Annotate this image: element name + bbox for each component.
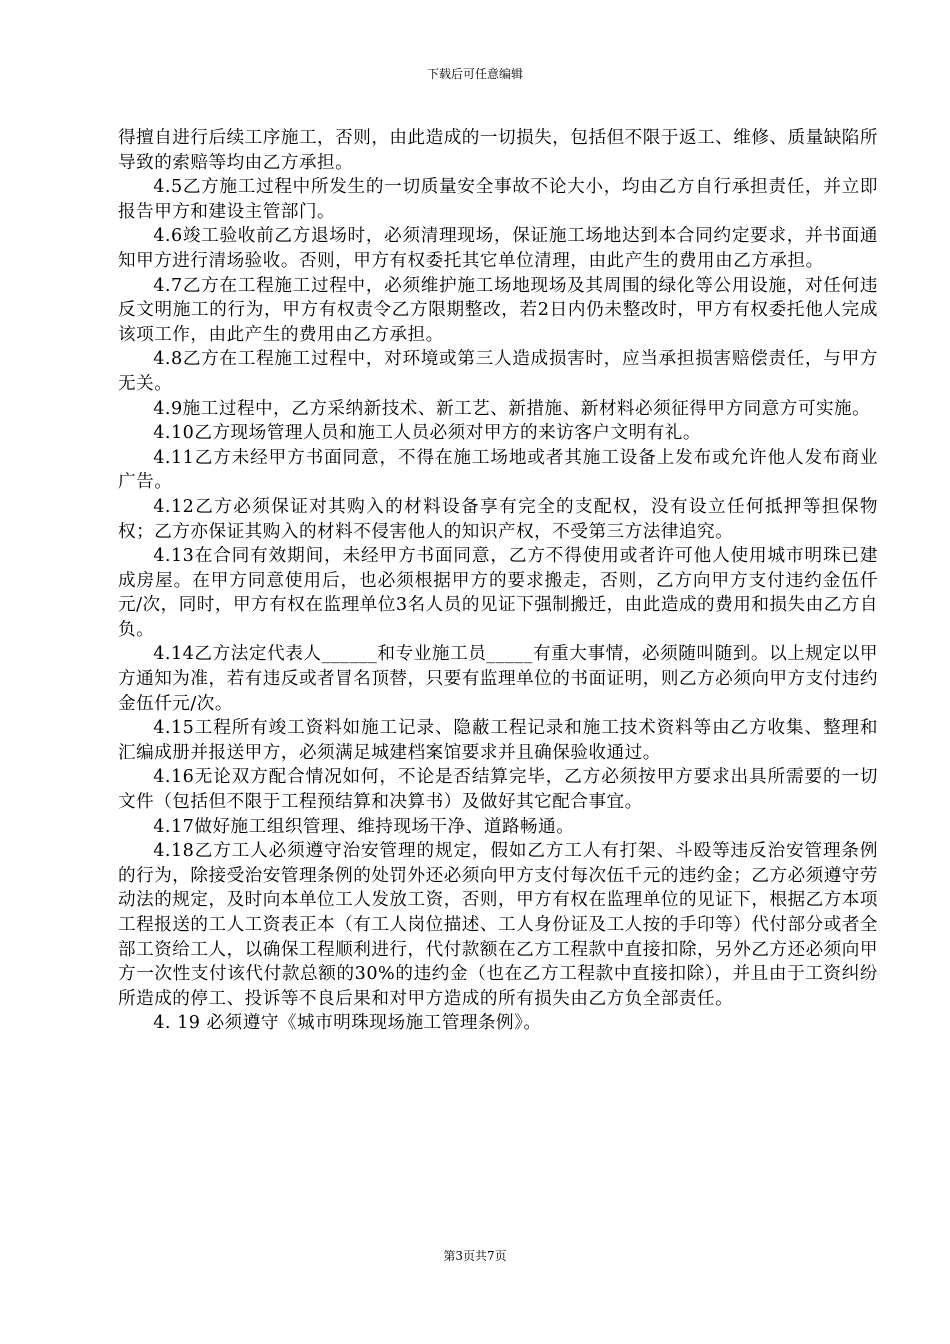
- clause-4-15: 4.15工程所有竣工资料如施工记录、隐蔽工程记录和施工技术资料等由乙方收集、整理和汇编成册并报送甲方，必须满足城建档案馆要求并且确保验收通过。: [118, 718, 878, 763]
- clause-4-13: 4.13在合同有效期间，未经甲方书面同意，乙方不得使用或者许可他人使用城市明珠已建成房屋。在甲方同意使用后，也必须根据甲方的要求搬走，否则，乙方向甲方支付违约金伍仟元/次，同时，甲方有权在监理单位3名人员的见证下强制搬迁，由此造成的费用和损失由乙方自负。: [118, 546, 878, 640]
- clause-4-10: 4.10乙方现场管理人员和施工人员必须对甲方的来访客户文明有礼。: [153, 423, 701, 444]
- clause-4-12: 4.12乙方必须保证对其购入的材料设备享有完全的支配权，没有设立任何抵押等担保物权；乙方亦保证其购入的材料不侵害他人的知识产权，不受第三方法律追究。: [118, 496, 878, 542]
- clause-4-18: 4.18乙方工人必须遵守治安管理的规定，假如乙方工人有打架、斗殴等违反治安管理条例的行为，除接受治安管理条例的处罚外还必须向甲方支付每次伍千元的违约金；乙方必须遵守劳动法的规定，及时向本单位工人发放工资，否则，甲方有权在监理单位的见证下，根据乙方本项工程报送的工人工资表正本（有工人岗位描述、工人身份证及工人按的手印等）代付部分或者全部工资给工人，以确保工程顺利进行，代付款额在乙方工程款中直接扣除，另外乙方还必须向甲方一次性支付该代付款总额的30%的违约金（也在乙方工程款中直接扣除），并且由于工资纠纷所造成的停工、投诉等不良后果和对甲方造成的所有损失由乙方负全部责任。: [118, 841, 878, 1009]
- paragraph-continuation: 得擅自进行后续工序施工，否则，由此造成的一切损失，包括但不限于返工、维修、质量缺陷所导致的索赔等均由乙方承担。: [118, 128, 878, 173]
- clause-4-7: 4.7乙方在工程施工过程中，必须维护施工场地现场及其周围的绿化等公用设施，对任何违反文明施工的行为，甲方有权责令乙方限期整改，若2日内仍未整改时，甲方有权委托他人完成该项工作，由此产生的费用由乙方承担。: [118, 275, 878, 345]
- page-header: 下载后可任意编辑: [426, 67, 523, 81]
- clause-4-9: 4.9施工过程中，乙方采纳新技术、新工艺、新措施、新材料必须征得甲方同意方可实施。: [153, 398, 871, 419]
- clause-4-17: 4.17做好施工组织管理、维持现场干净、道路畅通。: [153, 816, 575, 837]
- clause-4-16: 4.16无论双方配合情况如何，不论是否结算完毕，乙方必须按甲方要求出具所需要的一切文件（包括但不限于工程预结算和决算书）及做好其它配合事宜。: [118, 767, 878, 813]
- clause-4-11: 4.11乙方未经甲方书面同意，不得在施工场地或者其施工设备上发布或允许他人发布商业广告。: [118, 447, 878, 493]
- clause-4-19: 4. 19 必须遵守《城市明珠现场施工管理条例》。: [153, 1013, 542, 1034]
- clause-4-8: 4.8乙方在工程施工过程中，对环境或第三人造成损害时，应当承担损害赔偿责任，与甲方无关。: [118, 349, 878, 394]
- document-body: [118, 126, 878, 1036]
- clause-4-5: 4.5乙方施工过程中所发生的一切质量安全事故不论大小，均由乙方自行承担责任，并立即报告甲方和建设主管部门。: [118, 177, 878, 222]
- clause-4-14: 4.14乙方法定代表人______和专业施工员_____有重大事情，必须随叫随到。以上规定以甲方通知为准，若有违反或者冒名顶替，只要有监理单位的书面证明，则乙方必须向甲方支付违约金伍仟元/次。: [118, 644, 878, 714]
- clause-4-6: 4.6竣工验收前乙方退场时，必须清理现场，保证施工场地达到本合同约定要求，并书面通知甲方进行清场验收。否则，甲方有权委托其它单位清理，由此产生的费用由乙方承担。: [118, 226, 878, 271]
- page-footer: 第3页共7页: [443, 1249, 507, 1263]
